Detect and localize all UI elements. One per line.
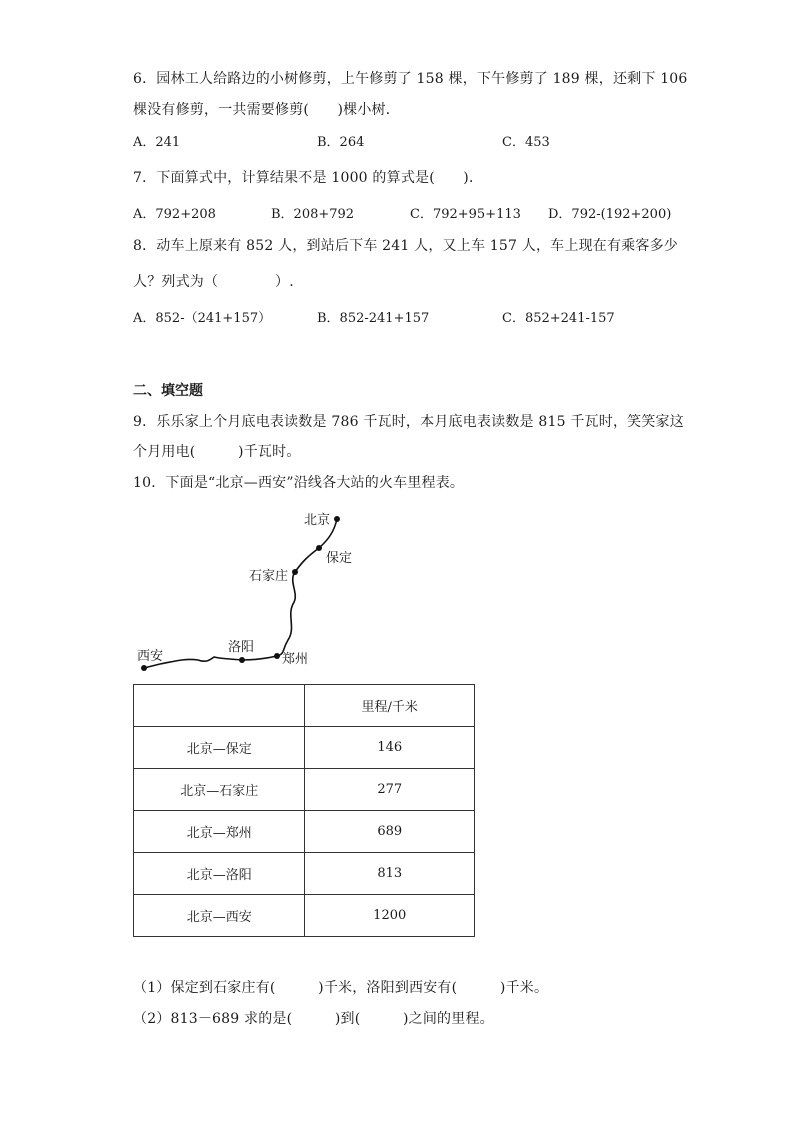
q9-text-line1: 9．乐乐家上个月底电表读数是 786 千瓦时，本月底电表读数是 815 千瓦时，笑笑家这 [133,414,684,430]
q6-text-line1: 6．园林工人给路边的小树修剪，上午修剪了 158 棵，下午修剪了 189 棵，还剩下 106 [133,71,688,87]
table-cell-distance: 1200 [305,895,475,937]
station-dot-luoyang [239,657,245,663]
table-row [134,769,475,811]
station-label-luoyang: 洛阳 [228,640,255,655]
table-cell-route: 北京—石家庄 [134,769,305,811]
q8-text-line2: 人？列式为（ ）. [133,274,294,290]
q9-text-line2: 个月用电( )千瓦时。 [133,444,301,460]
q8-text-line1: 8．动车上原来有 852 人，到站后下车 241 人，又上车 157 人，车上现在有乘客多少 [133,238,678,254]
q6-option-b: B．264 [317,135,365,150]
station-dot-xian [141,665,147,671]
mileage-table [133,684,475,937]
station-label-beijing: 北京 [304,513,331,528]
table-row [134,727,475,769]
q6-option-c: C．453 [502,135,550,150]
table-header-cell: 里程/千米 [305,685,475,727]
q10-sub2: （2）813－689 求的是( )到( )之间的里程。 [133,1011,494,1027]
station-dot-beijing [334,516,340,522]
q10-sub1: （1）保定到石家庄有( )千米，洛阳到西安有( )千米。 [133,980,549,996]
table-cell-distance: 277 [305,769,475,811]
q10-text: 10．下面是“北京—西安”沿线各大站的火车里程表。 [133,475,465,491]
q6-text-line2: 棵没有修剪，一共需要修剪( )棵小树． [133,102,400,118]
table-row [134,895,475,937]
section-title: 二、填空题 [133,383,203,399]
table-cell-distance: 146 [305,727,475,769]
table-cell-distance: 689 [305,811,475,853]
table-header-row [134,685,475,727]
station-label-baoding: 保定 [326,551,353,566]
station-label-shijiazhuang: 石家庄 [249,569,289,584]
table-cell-distance: 813 [305,853,475,895]
q7-option-a: A．792+208 [133,207,216,222]
q7-option-b: B．208+792 [271,207,355,222]
station-label-xian: 西安 [137,649,164,664]
table-cell-route: 北京—西安 [134,895,305,937]
q8-option-c: C．852+241-157 [502,311,615,326]
q8-option-a: A．852-（241+157） [133,311,272,326]
table-header-cell [134,685,305,727]
q7-option-d: D．792-(192+200) [548,207,672,222]
station-dot-shijiazhuang [292,569,298,575]
table-row [134,811,475,853]
table-cell-route: 北京—洛阳 [134,853,305,895]
station-label-zhengzhou: 郑州 [282,652,309,667]
q7-option-c: C．792+95+113 [410,207,521,222]
table-cell-route: 北京—保定 [134,727,305,769]
table-row [134,853,475,895]
q8-option-b: B．852-241+157 [317,311,430,326]
station-dot-baoding [316,545,322,551]
station-dot-zhengzhou [274,653,280,659]
table-cell-route: 北京—郑州 [134,811,305,853]
q6-option-a: A．241 [133,135,181,150]
q7-text: 7．下面算式中，计算结果不是 1000 的算式是( )． [133,170,484,186]
